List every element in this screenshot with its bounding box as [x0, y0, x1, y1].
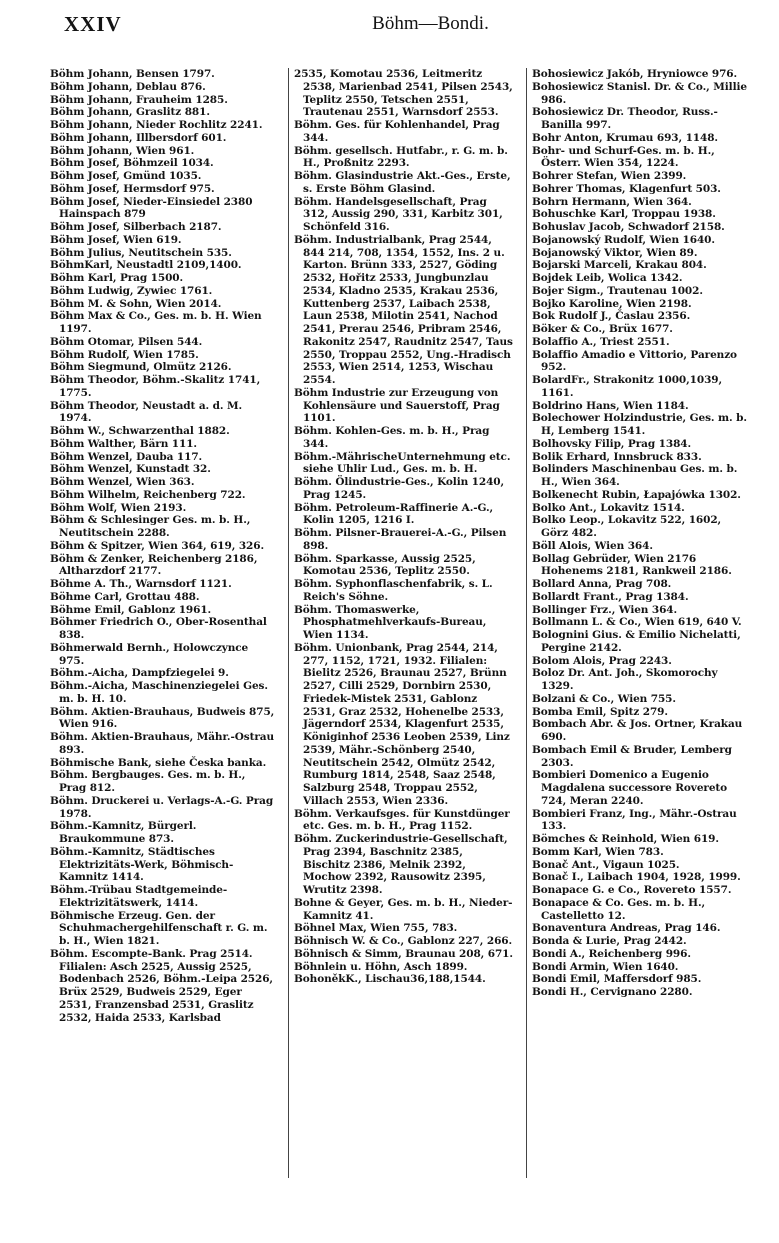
directory-entry: Bolom Alois, Prag 2243.: [532, 654, 672, 667]
directory-entry: Böhm Wenzel, Kunstadt 32.: [50, 463, 211, 476]
directory-entry: Böhm Johann, Bensen 1797.: [50, 68, 215, 80]
directory-entry: Bömches & Reinhold, Wien 619.: [532, 833, 719, 845]
directory-entry: Bomm Karl, Wien 783.: [532, 845, 664, 858]
directory-entry: Bollinger Frz., Wien 364.: [532, 603, 678, 616]
directory-entry: Böhm. Ges. für Kohlenhandel, Prag 344.: [294, 119, 500, 144]
directory-entry: Böhm Wenzel, Dauba 117.: [50, 450, 203, 463]
directory-entry: Bojer Sigm., Trautenau 1002.: [532, 284, 703, 297]
directory-entry: Boloz Dr. Ant. Joh., Skomorochy 1329.: [532, 667, 718, 692]
directory-entry: Böhm. Petroleum-Raffinerie A.-G., Kolin 1205, 1216 I.: [294, 501, 494, 527]
directory-entry: Bohosiewicz Stanisl. Dr. & Co., Millie 986.: [532, 80, 747, 106]
directory-entry: Böhm M. & Sohn, Wien 2014.: [50, 297, 222, 310]
directory-entry: Böhmische Erzeug. Gen. der Schuhmachergehilfenschaft r. G. m. b. H., Wien 1821.: [50, 909, 268, 947]
directory-entry: Bonaventura Andreas, Prag 146.: [532, 922, 721, 935]
directory-entry: Bondi H., Cervignano 2280.: [532, 986, 693, 998]
directory-entry: Bombieri Domenico a Eugenio Magdalena successore Rovereto 724, Meran 2240.: [532, 769, 728, 807]
directory-entry: Bohr Anton, Krumau 693, 1148.: [532, 131, 718, 144]
directory-entry: Böhm Theodor, Neustadt a. d. M. 1974.: [50, 399, 243, 425]
directory-entry: Böhm. Druckerei u. Verlags-A.-G. Prag 1978.: [50, 794, 274, 820]
directory-entry: Bohosiewicz Jakób, Hryniowce 976.: [532, 68, 738, 80]
directory-entry: Böhm. Zuckerindustrie-Gesellschaft, Prag 2394, Baschnitz 2385, Bischitz 2386, Melnik 2392, Mochow 2392, Rausowitz 2395, Wrutitz 2398.: [294, 833, 508, 896]
directory-entry: Böhm & Schlesinger Ges. m. b. H., Neutitschein 2288.: [50, 514, 251, 539]
directory-entry: Bombach Abr. & Jos. Ortner, Krakau 690.: [532, 718, 743, 743]
directory-entry: Böhme Emil, Gablonz 1961.: [50, 603, 212, 616]
directory-entry: Böhmerwald Bernh., Holowczynce 975.: [50, 641, 249, 667]
directory-entry: Bomba Emil, Spitz 279.: [532, 705, 668, 718]
directory-entry: BolardFr., Strakonitz 1000,1039, 1161.: [532, 374, 723, 399]
directory-entry: Böhm & Zenker, Reichenberg 2186, Altharzdorf 2177.: [50, 552, 258, 578]
directory-entry: Böhm. Pilsner-Brauerei-A.-G., Pilsen 898.: [294, 527, 507, 552]
directory-entry: BöhmKarl, Neustadtl 2109,1400.: [50, 259, 242, 272]
directory-entry: Böhm. Glasindustrie Akt.-Ges., Erste, s. Erste Böhm Glasind.: [294, 170, 511, 195]
directory-entry: Böhnel Max, Wien 755, 783.: [294, 922, 458, 935]
directory-entry: Böhm. Syphonflaschenfabrik, s. L. Reich's Söhne.: [294, 578, 493, 603]
directory-entry: Bolaffio Amadio e Vittorio, Parenzo 952.: [532, 348, 737, 374]
directory-entry: Bollag Gebrüder, Wien 2176 Hohenems 2181, Rankweil 2186.: [532, 552, 732, 578]
directory-entry: Bohrer Thomas, Klagenfurt 503.: [532, 182, 721, 195]
directory-entry: Bolognini Gius. & Emilio Nichelatti, Pergine 2142.: [532, 629, 741, 654]
directory-entry: Bojarski Marceli, Krakau 804.: [532, 259, 707, 272]
directory-entry: Böhm Karl, Prag 1500.: [50, 272, 184, 284]
directory-entry: 2535, Komotau 2536, Leitmeritz 2538, Marienbad 2541, Pilsen 2543, Teplitz 2550, Tetschen 2551, Trautenau 2551, Warnsdorf 2553.: [294, 68, 513, 119]
directory-entry: Bollard Anna, Prag 708.: [532, 578, 672, 590]
directory-entry: Böhm Rudolf, Wien 1785.: [50, 348, 199, 361]
directory-entry: Böker & Co., Brüx 1677.: [532, 323, 673, 335]
directory-entry: Bollardt Frant., Prag 1384.: [532, 590, 689, 603]
directory-entry: Böhm Theodor, Böhm.-Skalitz 1741, 1775.: [50, 374, 261, 399]
directory-entry: Böhm Max & Co., Ges. m. b. H. Wien 1197.: [50, 310, 262, 335]
directory-entry: Böhm Walther, Bärn 111.: [50, 437, 197, 450]
directory-entry: Bolhovsky Filip, Prag 1384.: [532, 437, 692, 450]
directory-entry: Böhm Julius, Neutitschein 535.: [50, 246, 232, 259]
directory-entry: Böhm. gesellsch. Hutfabr., r. G. m. b. H., Proßnitz 2293.: [294, 144, 508, 170]
directory-entry: Böhme A. Th., Warnsdorf 1121.: [50, 578, 232, 590]
directory-entry: Böhm. Ölindustrie-Ges., Kolin 1240, Prag 1245.: [294, 476, 505, 501]
directory-entry: Bollmann L. & Co., Wien 619, 640 V.: [532, 616, 742, 629]
column-1: [50, 68, 275, 1178]
directory-entry: Bolinders Maschinenbau Ges. m. b. H., Wien 364.: [532, 463, 738, 488]
directory-entry: Bolko Ant., Lokavitz 1514.: [532, 501, 685, 514]
directory-entry: Bonda & Lurie, Prag 2442.: [532, 935, 687, 947]
directory-entry: Bok Rudolf J., Časlau 2356.: [532, 310, 691, 323]
directory-entry: Böhm. Aktien-Brauhaus, Mähr.-Ostrau 893.: [50, 731, 275, 756]
directory-entry: Böhm Wolf, Wien 2193.: [50, 501, 187, 514]
directory-entry: Böhme Carl, Grottau 488.: [50, 590, 200, 603]
directory-entry: Böhm Johann, Deblau 876.: [50, 80, 206, 93]
directory-entry: Böhm Josef, Böhmzeil 1034.: [50, 157, 214, 170]
directory-entry: Bondi Armin, Wien 1640.: [532, 960, 679, 973]
directory-entry: Bolechower Holzindustrie, Ges. m. b. H, Lemberg 1541.: [532, 412, 747, 437]
directory-entry: Böhm & Spitzer, Wien 364, 619, 326.: [50, 539, 264, 552]
directory-entry: Böhm. Sparkasse, Aussig 2525, Komotau 2536, Teplitz 2550.: [294, 552, 476, 578]
directory-entry: Böll Alois, Wien 364.: [532, 539, 653, 552]
directory-entry: Bohuslav Jacob, Schwadorf 2158.: [532, 221, 725, 233]
directory-entry: Bohrn Hermann, Wien 364.: [532, 195, 692, 208]
directory-entry: Böhmer Friedrich O., Ober-Rosenthal 838.: [50, 616, 267, 641]
directory-entry: Böhm. Aktien-Brauhaus, Budweis 875, Wien 916.: [50, 705, 275, 731]
directory-entry: Böhm Josef, Gmünd 1035.: [50, 170, 202, 182]
entry-columns: [50, 68, 751, 1178]
directory-entry: Böhm Josef, Hermsdorf 975.: [50, 182, 215, 195]
running-head: Böhm—Bondi.: [372, 13, 489, 34]
column-2: [288, 68, 513, 1178]
directory-entry: Bombach Emil & Bruder, Lemberg 2303.: [532, 743, 732, 769]
directory-entry: Bonapace & Co. Ges. m. b. H., Castelletto 12.: [532, 896, 706, 922]
directory-entry: Bolaffio A., Triest 2551.: [532, 335, 670, 348]
directory-entry: Böhm.-Aicha, Dampfziegelei 9.: [50, 667, 229, 680]
directory-entry: Böhm Josef, Wien 619.: [50, 233, 182, 246]
directory-entry: Bojanowský Rudolf, Wien 1640.: [532, 233, 715, 246]
directory-entry: Bolkenecht Rubin, Łapajówka 1302.: [532, 488, 741, 501]
directory-entry: Böhm W., Schwarzenthal 1882.: [50, 425, 230, 437]
directory-entry: Böhnisch & Simm, Braunau 208, 671.: [294, 947, 513, 960]
directory-entry: Böhnisch W. & Co., Gablonz 227, 266.: [294, 935, 513, 947]
directory-entry: Bonač I., Laibach 1904, 1928, 1999.: [532, 871, 741, 884]
directory-entry: Böhm Johann, Frauheim 1285.: [50, 93, 228, 106]
directory-entry: Bojanowský Viktor, Wien 89.: [532, 246, 698, 259]
directory-entry: Böhm Ludwig, Zywiec 1761.: [50, 284, 213, 297]
directory-entry: Böhm.-Kamnitz, Städtisches Elektrizitäts-Werk, Böhmisch-Kamnitz 1414.: [50, 845, 234, 884]
directory-entry: Bolzani & Co., Wien 755.: [532, 692, 676, 705]
column-3: [526, 68, 751, 1178]
directory-entry: Böhm.-Aicha, Maschinenziegelei Ges. m. b. H. 10.: [50, 680, 268, 705]
directory-entry: Böhm Johann, Nieder Rochlitz 2241.: [50, 119, 263, 131]
directory-entry: Bohrer Stefan, Wien 2399.: [532, 170, 687, 182]
directory-entry: Bohosiewicz Dr. Theodor, Russ.-Banilla 997.: [532, 106, 718, 131]
directory-entry: Bohuschke Karl, Troppau 1938.: [532, 208, 716, 221]
directory-entry: Bojko Karoline, Wien 2198.: [532, 297, 692, 310]
directory-entry: Böhm Josef, Silberbach 2187.: [50, 221, 222, 233]
directory-entry: Böhm. Thomaswerke, Phosphatmehlverkaufs-Bureau, Wien 1134.: [294, 603, 487, 641]
directory-entry: Böhm Industrie zur Erzeugung von Kohlensäure und Sauerstoff, Prag 1101.: [294, 386, 500, 425]
directory-entry: Böhm Josef, Nieder-Einsiedel 2380 Hainspach 879: [50, 195, 253, 221]
directory-entry: Böhm. Kohlen-Ges. m. b. H., Prag 344.: [294, 425, 490, 450]
directory-entry: Böhm Johann, Illbersdorf 601.: [50, 131, 227, 144]
directory-entry: Böhmische Bank, siehe Česka banka.: [50, 756, 267, 769]
directory-entry: Bohne & Geyer, Ges. m. b. H., Nieder-Kamnitz 41.: [294, 896, 513, 922]
directory-entry: Bolko Leop., Lokavitz 522, 1602, Görz 482.: [532, 514, 722, 539]
page-number: XXIV: [64, 12, 122, 36]
directory-entry: Bombieri Franz, Ing., Mähr.-Ostrau 133.: [532, 807, 737, 833]
directory-entry: Böhm.-Kamnitz, Bürgerl. Braukommune 873.: [50, 820, 197, 845]
directory-entry: Böhm Wenzel, Wien 363.: [50, 476, 195, 488]
directory-entry: Böhm Otomar, Pilsen 544.: [50, 335, 203, 348]
directory-entry: Böhm. Industrialbank, Prag 2544, 844 214, 708, 1354, 1552, Ins. 2 u. Karton. Brünn 333, 2527, Göding 2532, Hořitz 2533, Jungbunzlau 2534, Kladno 2535, Krakau 2536, Kuttenberg 2537, Laibach 2538, Laun 2538, Milotin 2541, Nachod 2541, Prerau 2546, Pribram 2546, Rakonitz 2547, Raudnitz 2547, Taus 2550, Troppau 2552, Ung.-Hradisch 2553, Wien 2514, 1253, Wischau 2554.: [294, 233, 513, 386]
directory-entry: Bojdek Leib, Wolica 1342.: [532, 272, 683, 284]
directory-entry: Bondi Emil, Maffersdorf 985.: [532, 973, 702, 986]
directory-entry: Böhm Johann, Graslitz 881.: [50, 106, 210, 119]
directory-entry: Böhm Wilhelm, Reichenberg 722.: [50, 488, 246, 501]
directory-entry: Böhm. Unionbank, Prag 2544, 214, 277, 1152, 1721, 1932. Filialen: Bielitz 2526, Braunau 2527, Brünn 2527, Cilli 2529, Dornbirn 2530, Friedek-Mistek 2531, Gablonz 2531, Graz 2532, Hohenelbe 2533, Jägerndorf 2534, Klagenfurt 2535, Königinhof 2536 Leoben 2539, Linz 2539, Mähr.-Schönberg 2540, Neutitschein 2542, Olmütz 2542, Rumburg 1814, 2548, Saaz 2548, Salzburg 2548, Troppau 2552, Villach 2553, Wien 2336.: [294, 641, 510, 807]
directory-entry: Böhm.-MährischeUnternehmung etc. siehe Uhlir Lud., Ges. m. b. H.: [294, 450, 511, 476]
directory-entry: Böhm.-Trübau Stadtgemeinde-Elektrizitätswerk, 1414.: [50, 884, 228, 909]
page-header: [50, 12, 751, 42]
directory-entry: Boldrino Hans, Wien 1184.: [532, 399, 689, 412]
directory-entry: Bolik Erhard, Innsbruck 833.: [532, 450, 702, 463]
directory-entry: Bonač Ant., Vigaun 1025.: [532, 858, 680, 871]
directory-entry: Böhm Siegmund, Olmütz 2126.: [50, 361, 232, 374]
directory-entry: Bondi A., Reichenberg 996.: [532, 947, 691, 960]
directory-entry: BohoněkK., Lischau36,188,1544.: [294, 973, 486, 986]
directory-entry: Bohr- und Schurf-Ges. m. b. H., Österr. Wien 354, 1224.: [532, 144, 715, 170]
directory-entry: Böhm. Escompte-Bank. Prag 2514. Filialen: Asch 2525, Aussig 2525, Bodenbach 2526, Böhm.-Leipa 2526, Brüx 2529, Budweis 2529, Eger 2531, Franzensbad 2531, Graslitz 2532, Haida 2533, Karlsbad: [50, 947, 273, 1024]
directory-entry: Böhm Johann, Wien 961.: [50, 144, 195, 157]
directory-entry: Böhm. Handelsgesellschaft, Prag 312, Aussig 290, 331, Karbitz 301, Schönfeld 316.: [294, 195, 503, 233]
directory-entry: Böhnlein u. Höhn, Asch 1899.: [294, 960, 468, 973]
directory-entry: Bonapace G. e Co., Rovereto 1557.: [532, 884, 732, 896]
directory-entry: Böhm. Bergbauges. Ges. m. b. H., Prag 812.: [50, 769, 246, 794]
directory-entry: Böhm. Verkaufsges. für Kunstdünger etc. Ges. m. b. H., Prag 1152.: [294, 807, 510, 833]
